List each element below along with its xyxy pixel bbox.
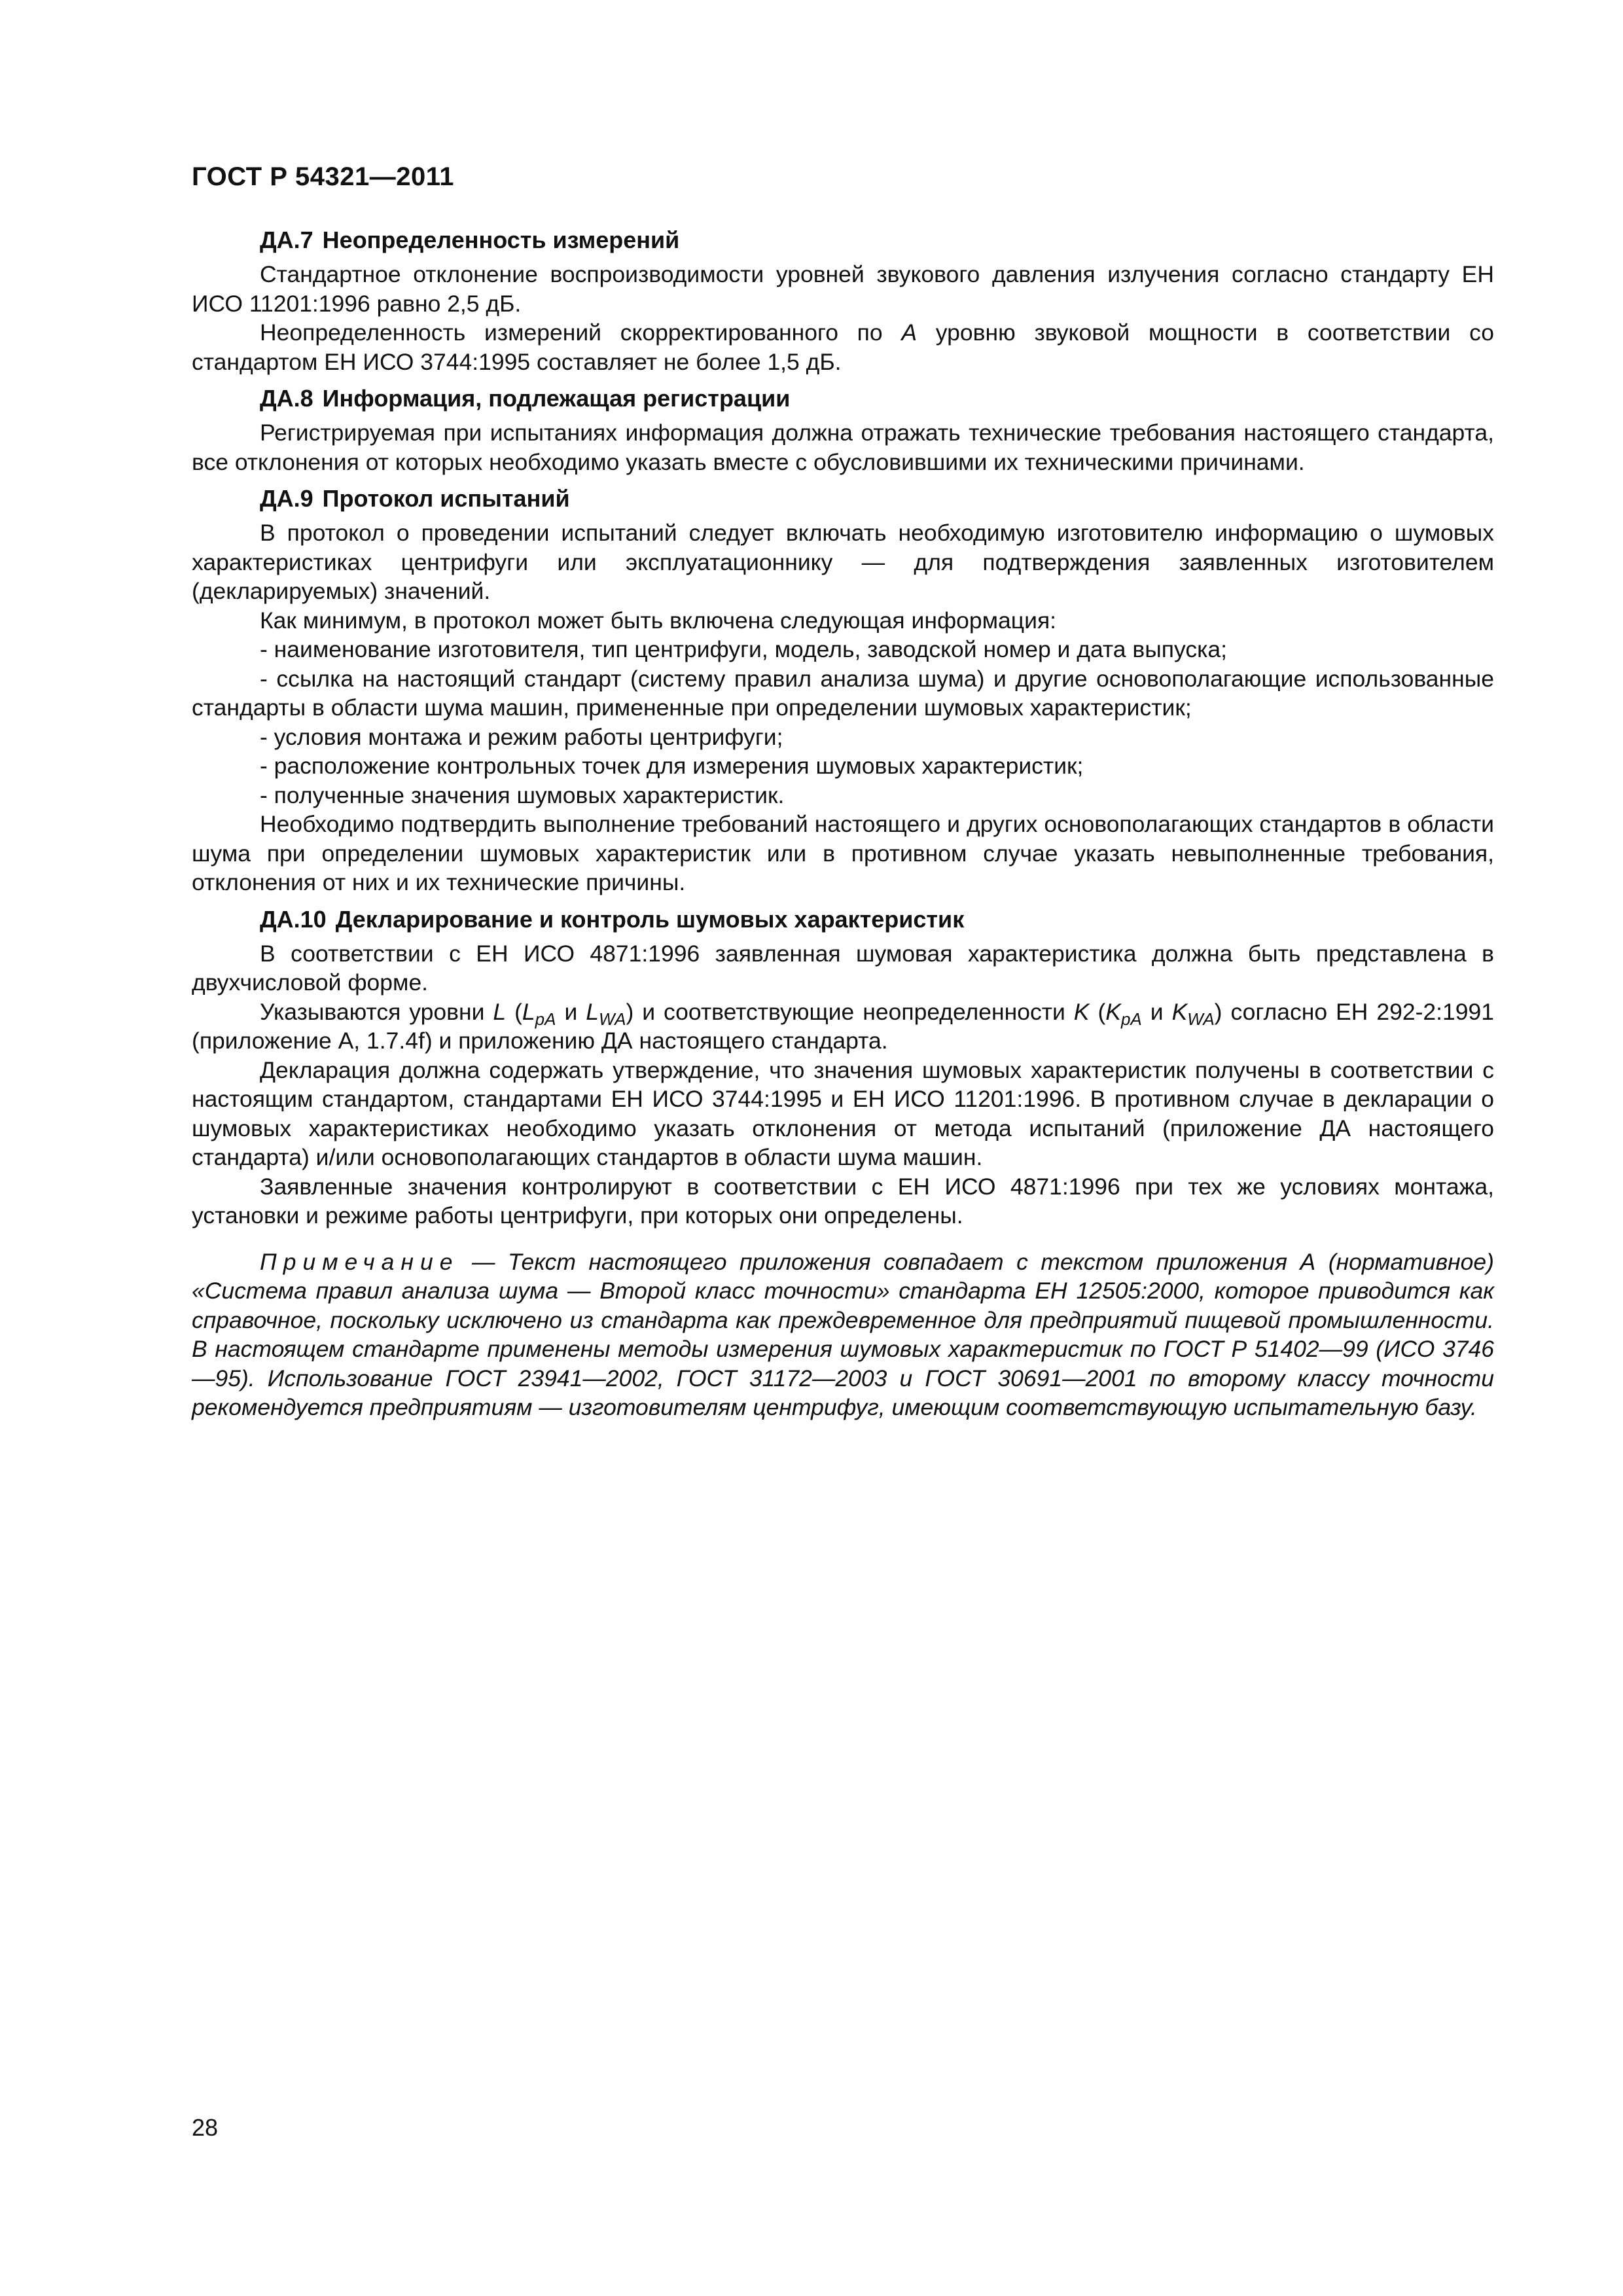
section-heading-da9 — [192, 484, 1494, 513]
list-item: - условия монтажа и режим работы центрифуги; — [260, 723, 783, 750]
list-item: - наименование изготовителя, тип центрифуги, модель, заводской номер и дата выпуска; — [260, 636, 1227, 662]
subscript-wa: WA — [1187, 1009, 1215, 1029]
paragraph: Регистрируемая при испытаниях информация должна отражать технические требования настоящего стандарта, все отклонения от которых необходимо указать вместе с обусловившими их техническими причинами. — [192, 420, 1494, 475]
text-run: Указываются уровни — [260, 998, 493, 1025]
paragraph: В соответствии с ЕН ИСО 4871:1996 заявленная шумовая характеристика должна быть представлена в двухчисловой форме. — [192, 940, 1494, 996]
section-number: ДА.7 — [260, 226, 313, 253]
section-heading-da7 — [192, 226, 1494, 255]
section-title: Неопределенность измерений — [322, 226, 680, 253]
section-title: Протокол испытаний — [322, 485, 570, 512]
paragraph — [192, 318, 1494, 376]
list-item: - расположение контрольных точек для измерения шумовых характеристик; — [260, 753, 1084, 779]
variable-k-wa: K — [1171, 998, 1188, 1025]
document-code: ГОСТ Р 54321—2011 — [192, 162, 454, 191]
section-number: ДА.9 — [260, 485, 313, 512]
paragraph: Заявленные значения контролируют в соответствии с ЕН ИСО 4871:1996 при тех же условиях монтажа, установки и режиме работы центрифуги, при которых они определены. — [192, 1173, 1494, 1229]
text-run: ( — [506, 998, 522, 1025]
variable-k: K — [1073, 998, 1090, 1025]
section-heading-da10 — [192, 905, 1494, 934]
text-run: уровню звуковой мощности в соответствии со стандартом ЕН ИСО 3744:1995 составляет не более 1,5 дБ. — [192, 319, 1495, 375]
text-run: ( — [1089, 998, 1106, 1025]
text-run: Неопределенность измерений скорректированного по — [260, 319, 902, 346]
subscript-wa: WA — [599, 1009, 626, 1029]
variable-a: A — [901, 319, 918, 346]
paragraph: Декларация должна содержать утверждение, что значения шумовых характеристик получены в соответствии с настоящим стандартом, стандартами ЕН ИСО 3744:1995 и ЕН ИСО 11201:1996. В противном случае в декларации о шумовых характеристиках необходимо указать отклонения от метода испытаний (приложение ДА настоящего стандарта) и/или основополагающих стандартов в области шума машин. — [192, 1056, 1494, 1170]
note-text: — Текст настоящего приложения совпадает с текстом приложения А (нормативное) «Система правил анализа шума — Второй класс точности» стандарта ЕН 12505:2000, которое приводится как справочное, поскольку исключено из стандарта как преждевременное для предприятий пищевой промышленности. В настоящем стандарте применены методы измерения шумовых характеристик по ГОСТ Р 51402—99 (ИСО 3746—95). Использование ГОСТ 23941—2002, ГОСТ 31172—2003 и ГОСТ 30691—2001 по второму классу точности рекомендуется предприятиям — изготовителям центрифуг, имеющим соответствующую испытательную базу. — [192, 1248, 1494, 1420]
document-body — [192, 226, 1494, 1422]
section-title: Информация, подлежащая регистрации — [322, 385, 791, 412]
note-label: Примечание — [260, 1248, 459, 1275]
section-heading-da8 — [192, 384, 1494, 413]
paragraph: Необходимо подтвердить выполнение требований настоящего и других основополагающих стандартов в области шума при определении шумовых характеристик или в противном случае указать невыполненные требования, отклонения от них и их технические причины. — [192, 811, 1494, 895]
page-number: 28 — [192, 2114, 219, 2141]
text-run: ) согласно ЕН 292-2:1991 (приложение А, 1.7.4f) и приложению ДА настоящего стандарта. — [192, 998, 1494, 1054]
section-number: ДА.10 — [260, 905, 327, 933]
variable-l-wa: L — [586, 998, 599, 1025]
subscript-pa: pA — [535, 1009, 556, 1029]
note — [192, 1247, 1494, 1422]
list-item: - ссылка на настоящий стандарт (систему правил анализа шума) и другие основополагающие использованные стандарты в области шума машин, примененные при определении шумовых характеристик; — [192, 665, 1494, 721]
text-run: ) и соответствующие неопределенности — [626, 998, 1074, 1025]
section-number: ДА.8 — [260, 385, 313, 412]
list-item: - полученные значения шумовых характеристик. — [260, 781, 785, 808]
text-run: и — [1141, 998, 1172, 1025]
variable-k-pa: K — [1105, 998, 1121, 1025]
variable-l: L — [493, 998, 507, 1025]
subscript-pa: pA — [1120, 1009, 1142, 1029]
text-run: и — [556, 998, 586, 1025]
paragraph: Как минимум, в протокол может быть включена следующая информация: — [260, 607, 1057, 634]
paragraph: Стандартное отклонение воспроизводимости уровней звукового давления излучения согласно стандарту ЕН ИСО 11201:1996 равно 2,5 дБ. — [192, 261, 1494, 317]
variable-l-pa: L — [522, 998, 535, 1025]
paragraph: В протокол о проведении испытаний следует включать необходимую изготовителю информацию о шумовых характеристиках центрифуги или эксплуатационнику — для подтверждения заявленных изготовителем (декларируемых) значений. — [192, 520, 1494, 604]
paragraph-levels — [192, 997, 1494, 1056]
section-title: Декларирование и контроль шумовых характеристик — [335, 905, 965, 933]
